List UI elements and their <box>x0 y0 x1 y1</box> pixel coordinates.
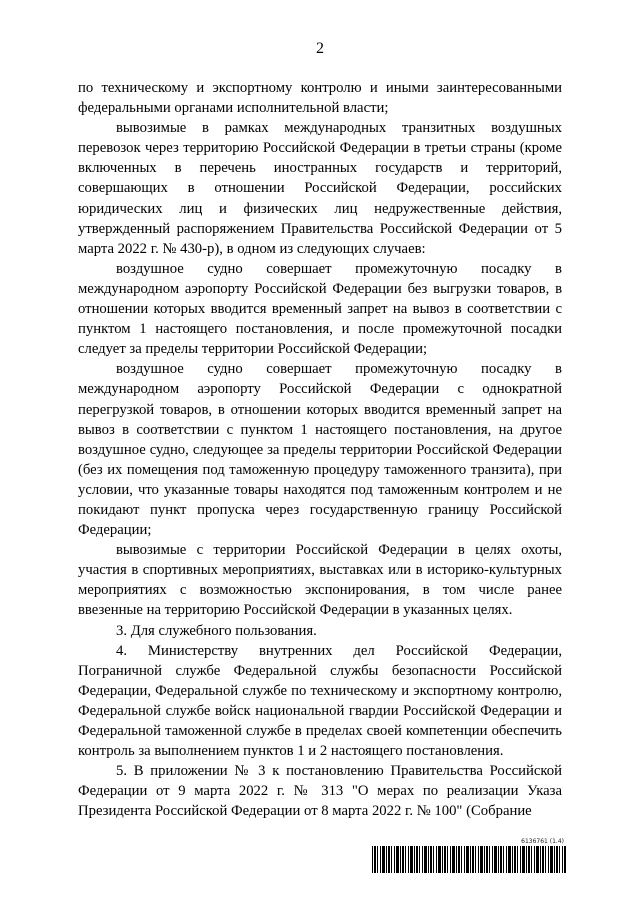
paragraph-item-3: 3. Для служебного пользования. <box>116 622 317 639</box>
paragraph-continuation: по техническому и экспортному контролю и иными заинтересованными федеральными органами исполнительной власти; <box>78 80 562 117</box>
paragraph-stopover-transshipment: воздушное судно совершает промежуточную посадку в международном аэропорту Российской Федерации с однократной перегрузкой товаров, в отношении которых вводится временный запрет на вывоз в соответствии с пунктом 1 настоящего постановления, на другое воздушное судно, следующее за пределы территории Российской Федерации (без их помещения под таможенную процедуру таможенного транзита), при условии, что указанные товары находятся под таможенным контролем и не покидают пункт пропуска через государственную границу Российской Федерации; <box>78 361 562 539</box>
paragraph-transit-export: вывозимые в рамках международных транзитных воздушных перевозок через территорию Российской Федерации в третьи страны (кроме включенных в перечень иностранных государств и территорий, совершающих в отношении Российской Федерации, российских юридических лиц и физических лиц недружественные действия, утвержденный распоряжением Правительства Российской Федерации от 5 марта 2022 г. № 430-р), в одном из следующих случаев: <box>78 120 562 257</box>
paragraph-stopover-no-unload: воздушное судно совершает промежуточную посадку в международном аэропорту Российской Федерации без выгрузки товаров, в отношении которых вводится временный запрет на вывоз в соответствии с пунктом 1 настоящего постановления, и после промежуточной посадки следует за пределы территории Российской Федерации; <box>78 260 562 358</box>
paragraph-hunting-sports-exhibitions: вывозимые с территории Российской Федерации в целях охоты, участия в спортивных мероприятиях, выставках или в историко-культурных мероприятиях с возможностью экспонирования, в том числе ранее ввезенные на территорию Российской Федерации в указанных целях. <box>78 542 562 619</box>
document-body <box>78 78 562 821</box>
barcode-icon <box>372 846 566 873</box>
page-number: 2 <box>316 40 324 57</box>
paragraph-item-4: 4. Министерству внутренних дел Российской Федерации, Пограничной службе Федеральной службы безопасности Российской Федерации, Федеральной службе по техническому и экспортному контролю, Федеральной службе войск национальной гвардии Российской Федерации и Федеральной таможенной службе в пределах своей компетенции обеспечить контроль за выполнением пунктов 1 и 2 настоящего постановления. <box>78 642 562 760</box>
document-code: 6136761 (1.4) <box>521 838 564 845</box>
paragraph-item-5: 5. В приложении № 3 к постановлению Правительства Российской Федерации от 9 марта 2022 г. № 313 "О мерах по реализации Указа Президента Российской Федерации от 8 марта 2022 г. № 100" (Собрание <box>78 763 562 820</box>
